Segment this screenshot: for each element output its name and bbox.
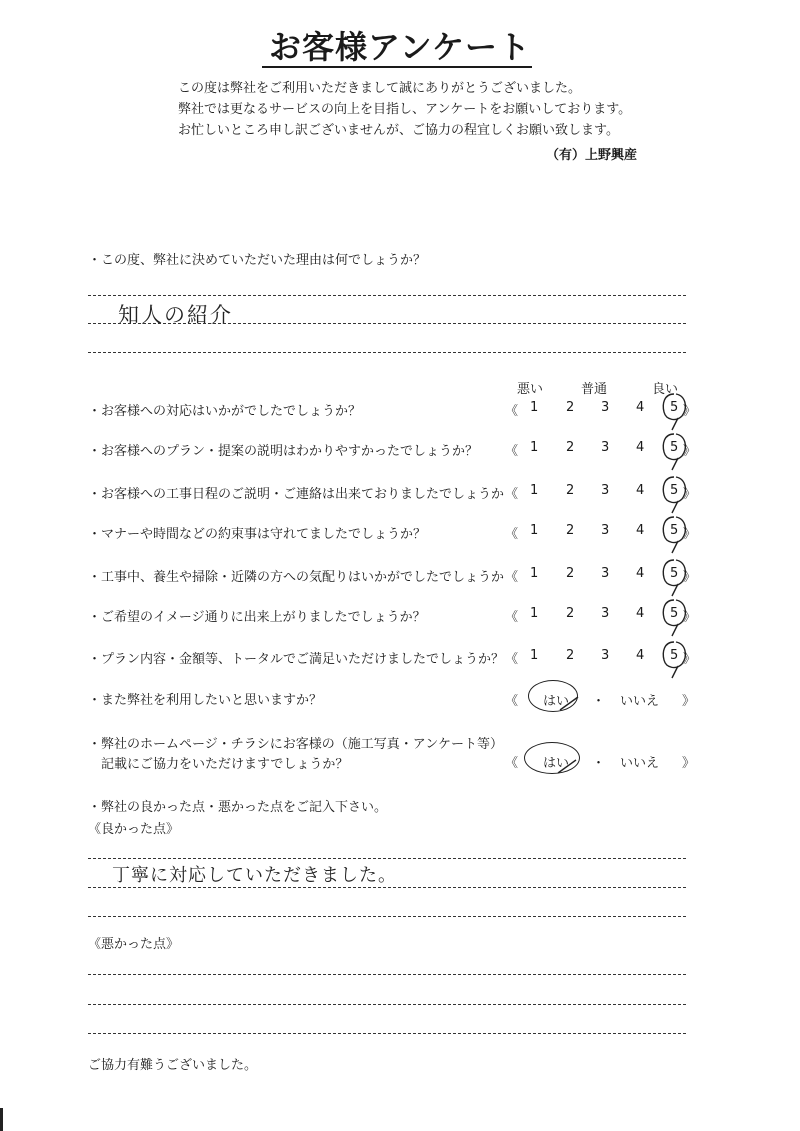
rating-option-4[interactable]: 4 bbox=[636, 440, 645, 455]
answer-line bbox=[88, 974, 686, 975]
rating-option-3[interactable]: 3 bbox=[601, 440, 610, 455]
no-option[interactable]: いいえ bbox=[620, 756, 660, 771]
answer-line bbox=[88, 1004, 686, 1005]
rating-option-2[interactable]: 2 bbox=[566, 483, 575, 498]
yesno-question: 記載にご協力をいただけますでしょうか？ bbox=[88, 757, 349, 772]
comments-question: ・弊社の良かった点・悪かった点をご記入下さい。 bbox=[88, 800, 388, 815]
rating-option-2[interactable]: 2 bbox=[566, 400, 575, 415]
rating-option-3[interactable]: 3 bbox=[601, 483, 610, 498]
rating-option-3[interactable]: 3 bbox=[601, 606, 610, 621]
rating-question: ・工事中、養生や掃除・近隣の方への気配りはいかがでしたでしょうか bbox=[88, 570, 505, 585]
yes-option[interactable]: はい bbox=[543, 756, 570, 771]
scan-edge-mark bbox=[0, 1108, 3, 1131]
bracket-open: 《 bbox=[505, 570, 519, 585]
bracket-open: 《 bbox=[505, 444, 519, 459]
scale-good-label: 良い bbox=[652, 382, 679, 397]
bracket-open: 《 bbox=[505, 487, 519, 502]
rating-option-2[interactable]: 2 bbox=[566, 523, 575, 538]
yes-option[interactable]: はい bbox=[543, 694, 570, 709]
rating-option-3[interactable]: 3 bbox=[601, 648, 610, 663]
rating-option-1[interactable]: 1 bbox=[530, 440, 539, 455]
dot-separator: ・ bbox=[592, 756, 606, 771]
intro-line-2: 弊社では更なるサービスの向上を目指し、アンケートをお願いしております。 bbox=[178, 102, 632, 117]
reason-answer[interactable]: 知人の紹介 bbox=[118, 303, 233, 327]
bad-points-label: 《悪かった点》 bbox=[88, 937, 180, 952]
rating-option-1[interactable]: 1 bbox=[530, 523, 539, 538]
rating-option-5[interactable]: 5 bbox=[670, 440, 679, 455]
answer-line bbox=[88, 887, 686, 888]
bracket-close: 》 bbox=[682, 756, 696, 771]
bracket-open: 《 bbox=[505, 694, 519, 709]
intro-line-3: お忙しいところ申し訳ございませんが、ご協力の程宜しくお願い致します。 bbox=[178, 123, 619, 138]
rating-option-5[interactable]: 5 bbox=[670, 648, 679, 663]
closing-message: ご協力有難うございました。 bbox=[88, 1058, 258, 1073]
rating-option-3[interactable]: 3 bbox=[601, 566, 610, 581]
rating-option-2[interactable]: 2 bbox=[566, 566, 575, 581]
rating-question: ・お客様への対応はいかがでしたでしょうか？ bbox=[88, 404, 362, 419]
company-name: （有）上野興産 bbox=[546, 148, 638, 163]
rating-option-2[interactable]: 2 bbox=[566, 606, 575, 621]
rating-option-4[interactable]: 4 bbox=[636, 566, 645, 581]
rating-option-5[interactable]: 5 bbox=[670, 523, 679, 538]
rating-question: ・ご希望のイメージ通りに出来上がりましたでしょうか？ bbox=[88, 610, 426, 625]
bracket-close: 》 bbox=[683, 652, 697, 667]
bracket-open: 《 bbox=[505, 404, 519, 419]
circle-tail-stroke bbox=[560, 697, 578, 710]
answer-line bbox=[88, 916, 686, 917]
bracket-close: 》 bbox=[683, 444, 697, 459]
bracket-close: 》 bbox=[683, 527, 697, 542]
scale-bad-label: 悪い bbox=[517, 382, 544, 397]
rating-option-1[interactable]: 1 bbox=[530, 606, 539, 621]
rating-option-3[interactable]: 3 bbox=[601, 523, 610, 538]
rating-option-5[interactable]: 5 bbox=[670, 566, 679, 581]
rating-option-4[interactable]: 4 bbox=[636, 606, 645, 621]
good-points-answer[interactable]: 丁寧に対応していただきました。 bbox=[112, 865, 397, 886]
rating-option-2[interactable]: 2 bbox=[566, 440, 575, 455]
rating-question: ・お客様へのプラン・提案の説明はわかりやすかったでしょうか？ bbox=[88, 444, 479, 459]
bracket-open: 《 bbox=[505, 756, 519, 771]
reason-question: ・この度、弊社に決めていただいた理由は何でしょうか？ bbox=[88, 253, 427, 268]
rating-option-3[interactable]: 3 bbox=[601, 400, 610, 415]
rating-option-4[interactable]: 4 bbox=[636, 400, 645, 415]
rating-option-2[interactable]: 2 bbox=[566, 648, 575, 663]
dot-separator: ・ bbox=[592, 694, 606, 709]
bracket-close: 》 bbox=[682, 694, 696, 709]
rating-question: ・お客様への工事日程のご説明・ご連絡は出来ておりましたでしょうか bbox=[88, 487, 505, 502]
good-points-label: 《良かった点》 bbox=[88, 822, 180, 837]
rating-option-4[interactable]: 4 bbox=[636, 483, 645, 498]
no-option[interactable]: いいえ bbox=[620, 694, 660, 709]
bracket-open: 《 bbox=[505, 610, 519, 625]
answer-line bbox=[88, 858, 686, 859]
rating-question: ・プラン内容・金額等、トータルでご満足いただけましたでしょうか？ bbox=[88, 652, 505, 667]
rating-question: ・マナーや時間などの約束事は守れてましたでしょうか？ bbox=[88, 527, 427, 542]
bracket-open: 《 bbox=[505, 652, 519, 667]
bracket-close: 》 bbox=[683, 487, 697, 502]
bracket-open: 《 bbox=[505, 527, 519, 542]
survey-title: お客様アンケート bbox=[268, 28, 532, 66]
yesno-question: ・弊社のホームページ・チラシにお客様の（施工写真・アンケート等） bbox=[88, 737, 503, 752]
rating-option-5[interactable]: 5 bbox=[670, 606, 679, 621]
bracket-close: 》 bbox=[683, 610, 697, 625]
yesno-question: ・また弊社を利用したいと思いますか？ bbox=[88, 693, 323, 708]
rating-option-1[interactable]: 1 bbox=[530, 483, 539, 498]
bracket-close: 》 bbox=[683, 404, 697, 419]
rating-option-1[interactable]: 1 bbox=[530, 566, 539, 581]
rating-option-4[interactable]: 4 bbox=[636, 523, 645, 538]
circle-tail-stroke bbox=[558, 760, 576, 773]
intro-line-1: この度は弊社をご利用いただきまして誠にありがとうございました。 bbox=[178, 81, 582, 96]
rating-option-1[interactable]: 1 bbox=[530, 400, 539, 415]
rating-option-4[interactable]: 4 bbox=[636, 648, 645, 663]
rating-option-5[interactable]: 5 bbox=[670, 483, 679, 498]
bracket-close: 》 bbox=[683, 570, 697, 585]
scale-normal-label: 普通 bbox=[581, 382, 608, 397]
rating-option-1[interactable]: 1 bbox=[530, 648, 539, 663]
rating-option-5[interactable]: 5 bbox=[670, 400, 679, 415]
answer-line bbox=[88, 1033, 686, 1034]
